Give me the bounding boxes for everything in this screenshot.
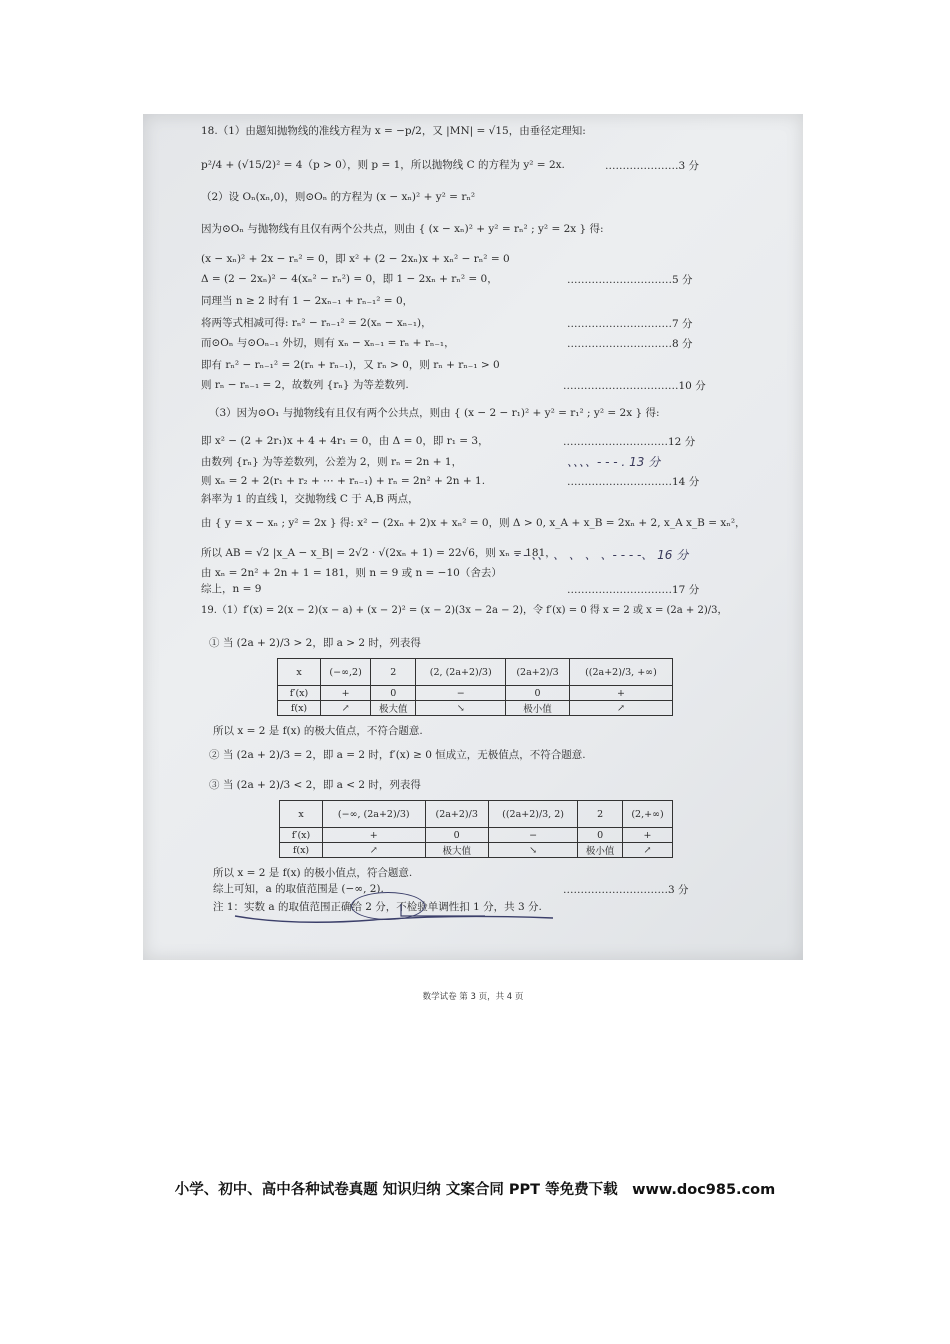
line-18-11: 则 rₙ − rₙ₋₁ = 2，故数列 {rₙ} 为等差数列. bbox=[201, 379, 409, 391]
line-19-6: 所以 x = 2 是 f(x) 的极小值点，符合题意. bbox=[213, 867, 413, 879]
line-19-8: 注 1：实数 a 的取值范围正确给 2 分，不检验单调性扣 1 分，共 3 分. bbox=[213, 901, 542, 913]
t2-r1c1: + bbox=[323, 828, 426, 843]
score-10: ……………………………10 分 bbox=[563, 380, 706, 392]
t2-r1c5: + bbox=[623, 828, 673, 843]
t2-r1c0: f′(x) bbox=[280, 828, 323, 843]
t1-r2c5: ↗ bbox=[569, 701, 672, 716]
score-12: …………………………12 分 bbox=[563, 436, 696, 448]
t2-r1c2: 0 bbox=[425, 828, 488, 843]
line-18-1: 18.（1）由题知抛物线的准线方程为 x = −p/2，又 |MN| = √15，由垂径定理知: bbox=[201, 125, 586, 137]
t1-r2c0: f(x) bbox=[278, 701, 321, 716]
t2-r2c2: 极大值 bbox=[425, 843, 488, 858]
line-19-2: ① 当 (2a + 2)/3 > 2，即 a > 2 时，列表得 bbox=[209, 637, 421, 649]
score-3-a: …………………3 分 bbox=[605, 160, 700, 172]
t1-r1c1: + bbox=[321, 686, 371, 701]
t2-r2c5: ↗ bbox=[623, 843, 673, 858]
t1-h0: x bbox=[278, 659, 321, 686]
t1-r2c1: ↗ bbox=[321, 701, 371, 716]
t2-h3: ((2a+2)/3, 2) bbox=[488, 801, 577, 828]
t1-r1c5: + bbox=[569, 686, 672, 701]
t2-r2c1: ↗ bbox=[323, 843, 426, 858]
line-18-16: 斜率为 1 的直线 l，交抛物线 C 于 A,B 两点， bbox=[201, 493, 419, 505]
t1-h5: ((2a+2)/3, +∞) bbox=[569, 659, 672, 686]
line-18-15: 则 xₙ = 2 + 2(r₁ + r₂ + ⋯ + rₙ₋₁) + rₙ = 2n² + 2n + 1. bbox=[201, 475, 486, 487]
handwritten-score-13: 、、、、- - - . 13 分 bbox=[567, 455, 661, 469]
t2-h5: (2,+∞) bbox=[623, 801, 673, 828]
t2-r2c4: 极小值 bbox=[578, 843, 623, 858]
line-18-8: 将两等式相减可得: rₙ² − rₙ₋₁² = 2(xₙ − xₙ₋₁)， bbox=[201, 317, 432, 329]
line-18-2: p²/4 + (√15/2)² = 4（p > 0），则 p = 1，所以抛物线 C 的方程为 y² = 2x. bbox=[201, 159, 565, 171]
line-18-17: 由 { y = x − xₙ ; y² = 2x } 得: x² − (2xₙ + 2)x + xₙ² = 0，则 Δ > 0, x_A + x_B = 2xₙ + 2, x_A x_B = xₙ²， bbox=[201, 517, 746, 529]
line-18-13: 即 x² − (2 + 2r₁)x + 4 + 4r₁ = 0，由 Δ = 0，即 r₁ = 3， bbox=[201, 435, 489, 447]
score-5: …………………………5 分 bbox=[567, 274, 693, 286]
score-17: …………………………17 分 bbox=[567, 584, 700, 596]
line-18-9: 而⊙Oₙ 与⊙Oₙ₋₁ 外切，则有 xₙ − xₙ₋₁ = rₙ + rₙ₋₁， bbox=[201, 337, 455, 349]
line-19-3: 所以 x = 2 是 f(x) 的极大值点，不符合题意. bbox=[213, 725, 423, 737]
line-19-5: ③ 当 (2a + 2)/3 < 2，即 a < 2 时，列表得 bbox=[209, 779, 421, 791]
t2-r2c0: f(x) bbox=[280, 843, 323, 858]
t1-r2c2: 极大值 bbox=[371, 701, 416, 716]
score-7: …………………………7 分 bbox=[567, 318, 693, 330]
score-3-b: …………………………3 分 bbox=[563, 884, 689, 896]
t2-r1c3: − bbox=[488, 828, 577, 843]
download-banner: 小学、初中、高中各种试卷真题 知识归纳 文案合同 PPT 等免费下载 www.doc985.com bbox=[174, 1182, 776, 1198]
t2-h0: x bbox=[280, 801, 323, 828]
page-footer: 数学试卷 第 3 页，共 4 页 bbox=[422, 992, 524, 1002]
t1-h1: (−∞,2) bbox=[321, 659, 371, 686]
t2-r1c4: 0 bbox=[578, 828, 623, 843]
line-19-1: 19.（1）f′(x) = 2(x − 2)(x − a) + (x − 2)² = (x − 2)(3x − 2a − 2)，令 f′(x) = 0 得 x = 2 或 x = (2a + 2)/3， bbox=[201, 605, 728, 616]
line-18-4: 因为⊙Oₙ 与抛物线有且仅有两个公共点，则由 { (x − xₙ)² + y² = rₙ² ; y² = 2x } 得: bbox=[201, 223, 604, 235]
t1-r1c4: 0 bbox=[506, 686, 570, 701]
t2-h2: (2a+2)/3 bbox=[425, 801, 488, 828]
line-18-18: 所以 AB = √2 |x_A − x_B| = 2√2 · √(2xₙ + 1) = 22√6，则 xₙ = 181， bbox=[201, 547, 556, 559]
t1-r2c4: 极小值 bbox=[506, 701, 570, 716]
t1-r2c3: ↘ bbox=[416, 701, 506, 716]
t1-r1c3: − bbox=[416, 686, 506, 701]
line-18-3: （2）设 Oₙ(xₙ,0)，则⊙Oₙ 的方程为 (x − xₙ)² + y² = rₙ² bbox=[201, 191, 476, 203]
handwritten-score-16: - - 、、 、 、 、 、- - - -、 16 分 bbox=[515, 548, 689, 562]
t1-h3: (2, (2a+2)/3) bbox=[416, 659, 506, 686]
line-19-4: ② 当 (2a + 2)/3 = 2，即 a = 2 时，f′(x) ≥ 0 恒成立，无极值点，不符合题意. bbox=[209, 749, 586, 761]
line-18-20: 综上，n = 9 bbox=[201, 583, 262, 595]
t1-r1c2: 0 bbox=[371, 686, 416, 701]
line-18-6: Δ = (2 − 2xₙ)² − 4(xₙ² − rₙ²) = 0，即 1 − 2xₙ + rₙ² = 0， bbox=[201, 273, 498, 285]
line-19-7: 综上可知，a 的取值范围是 (−∞, 2). bbox=[213, 883, 384, 895]
scanned-answer-sheet bbox=[143, 114, 803, 1002]
t1-r1c0: f′(x) bbox=[278, 686, 321, 701]
handwritten-underline bbox=[143, 114, 803, 960]
score-14: …………………………14 分 bbox=[567, 476, 700, 488]
t2-h1: (−∞, (2a+2)/3) bbox=[323, 801, 426, 828]
line-18-5: (x − xₙ)² + 2x − rₙ² = 0，即 x² + (2 − 2xₙ)x + xₙ² − rₙ² = 0 bbox=[201, 253, 510, 265]
score-8: …………………………8 分 bbox=[567, 338, 693, 350]
t1-h4: (2a+2)/3 bbox=[506, 659, 570, 686]
line-18-10: 即有 rₙ² − rₙ₋₁² = 2(rₙ + rₙ₋₁)，又 rₙ > 0，则 rₙ + rₙ₋₁ > 0 bbox=[201, 359, 500, 371]
line-18-14: 由数列 {rₙ} 为等差数列，公差为 2，则 rₙ = 2n + 1， bbox=[201, 456, 463, 468]
line-18-12: （3）因为⊙O₁ 与抛物线有且仅有两个公共点，则由 { (x − 2 − r₁)² + y² = r₁² ; y² = 2x } 得: bbox=[209, 407, 660, 419]
line-18-19: 由 xₙ = 2n² + 2n + 1 = 181，则 n = 9 或 n = −10（舍去） bbox=[201, 567, 502, 579]
t2-h4: 2 bbox=[578, 801, 623, 828]
line-18-7: 同理当 n ≥ 2 时有 1 − 2xₙ₋₁ + rₙ₋₁² = 0， bbox=[201, 295, 414, 307]
t1-h2: 2 bbox=[371, 659, 416, 686]
t2-r2c3: ↘ bbox=[488, 843, 577, 858]
